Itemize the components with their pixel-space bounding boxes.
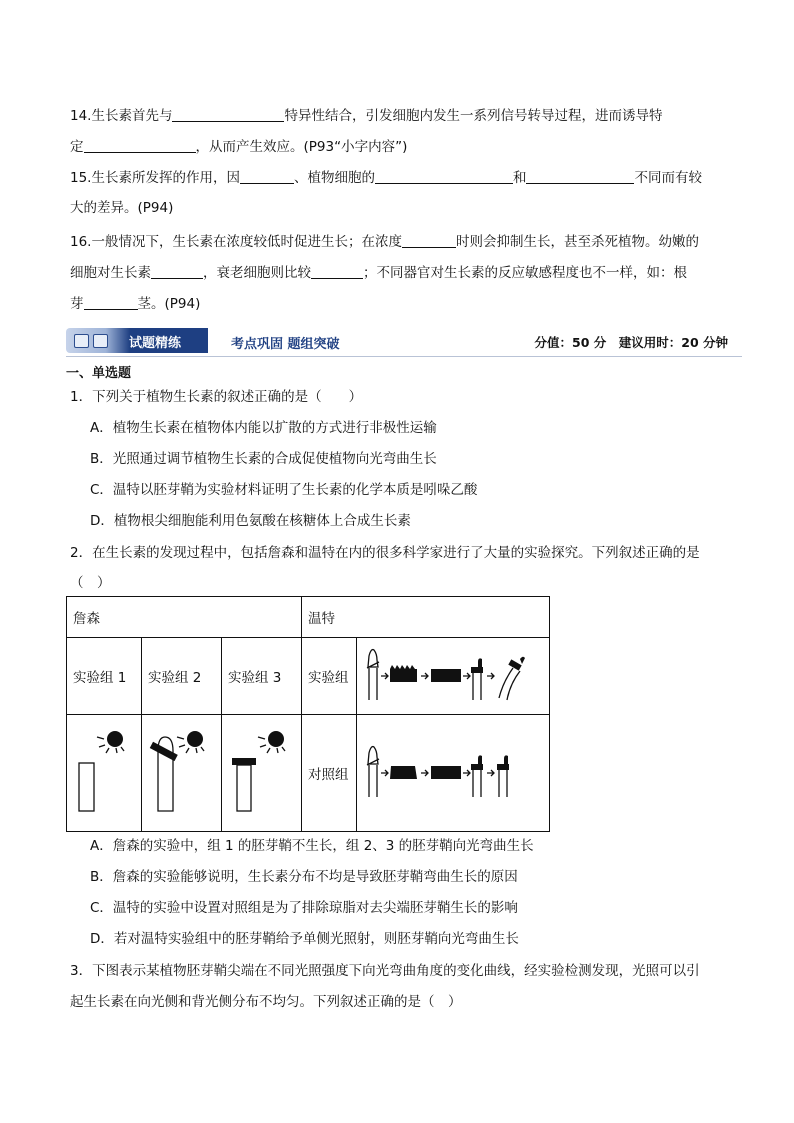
q16-line2: 细胞对生长素 ，衰老细胞则比较 ；不同器官对生长素的反应敏感程度也不一样，如：根 <box>70 265 687 281</box>
jensen-group2-diagram <box>142 715 221 827</box>
divider <box>66 356 742 357</box>
book-icon <box>74 334 89 348</box>
part-title: 一、单选题 <box>66 366 132 381</box>
answer-blank[interactable] <box>172 107 284 122</box>
q2-option-a[interactable]: A．詹森的实验中，组 1 的胚芽鞘不生长，组 2、3 的胚芽鞘向光弯曲生长 <box>90 838 534 854</box>
q14-line2: 定 ，从而产生效应。(P93“小字内容”) <box>70 139 408 155</box>
q2-option-c[interactable]: C．温特的实验中设置对照组是为了排除琼脂对去尖端胚芽鞘生长的影响 <box>90 900 518 916</box>
answer-blank[interactable] <box>402 233 456 248</box>
group3-label: 实验组 3 <box>222 638 302 715</box>
section-badge <box>66 328 208 353</box>
q1-stem: 1．下列关于植物生长素的叙述正确的是（ ） <box>70 389 363 405</box>
group2-label: 实验组 2 <box>142 638 222 715</box>
went-experiment-diagram <box>357 638 547 710</box>
score-time: 分值：50 分 建议用时：20 分钟 <box>534 335 728 350</box>
answer-blank[interactable] <box>526 169 634 184</box>
experiment-table <box>66 596 550 832</box>
answer-blank[interactable] <box>84 138 196 153</box>
jensen-group3-diagram <box>222 715 301 827</box>
q2-stem-line2: （ ） <box>70 575 111 591</box>
answer-blank[interactable] <box>240 169 294 184</box>
group3-diagram <box>222 715 302 832</box>
sun-icon <box>268 731 284 747</box>
q2-stem-line1: 2．在生长素的发现过程中，包括詹森和温特在内的很多科学家进行了大量的实验探究。下列叙述正确的是 <box>70 545 700 561</box>
group1-diagram <box>67 715 142 832</box>
section-subtitle: 考点巩固 题组突破 <box>231 337 340 352</box>
q3-line1: 3．下图表示某植物胚芽鞘尖端在不同光照强度下向光弯曲角度的变化曲线，经实验检测发现，光照可以引 <box>70 963 700 979</box>
q14-line1: 14.生长素首先与 特异性结合，引发细胞内发生一系列信号转导过程，进而诱导特 <box>70 108 663 124</box>
went-exp-diagram <box>357 638 550 715</box>
section-bar <box>66 327 742 357</box>
answer-blank[interactable] <box>151 264 203 279</box>
sun-icon <box>187 731 203 747</box>
q15-line2: 大的差异。(P94) <box>70 200 174 216</box>
q2-option-b[interactable]: B．詹森的实验能够说明，生长素分布不均是导致胚芽鞘弯曲生长的原因 <box>90 869 518 885</box>
q1-option-d[interactable]: D．植物根尖细胞能利用色氨酸在核糖体上合成生长素 <box>90 513 411 529</box>
q16-line3: 芽 茎。(P94) <box>70 296 201 312</box>
jensen-header: 詹森 <box>67 597 302 638</box>
q16-line1: 16.一般情况下，生长素在浓度较低时促进生长；在浓度 时则会抑制生长，甚至杀死植物。幼嫩的 <box>70 234 699 250</box>
answer-blank[interactable] <box>375 169 513 184</box>
q1-option-b[interactable]: B．光照通过调节植物生长素的合成促使植物向光弯曲生长 <box>90 451 437 467</box>
answer-blank[interactable] <box>311 264 363 279</box>
went-ctrl-diagram <box>357 715 550 832</box>
q15-line1: 15.生长素所发挥的作用，因 、植物细胞的 和 不同而有较 <box>70 170 702 186</box>
badge-label: 试题精练 <box>129 336 182 351</box>
group2-diagram <box>142 715 222 832</box>
went-control-diagram <box>357 715 547 827</box>
went-header: 温特 <box>302 597 550 638</box>
q1-option-a[interactable]: A．植物生长素在植物体内能以扩散的方式进行非极性运输 <box>90 420 437 436</box>
jensen-group1-diagram <box>67 715 141 827</box>
group1-label: 实验组 1 <box>67 638 142 715</box>
q2-option-d[interactable]: D．若对温特实验组中的胚芽鞘给予单侧光照射，则胚芽鞘向光弯曲生长 <box>90 931 519 947</box>
went-ctrl-label: 对照组 <box>302 715 357 832</box>
book-icon <box>93 334 108 348</box>
went-exp-label: 实验组 <box>302 638 357 715</box>
answer-blank[interactable] <box>84 295 138 310</box>
sun-icon <box>107 731 123 747</box>
q3-line2: 起生长素在向光侧和背光侧分布不均匀。下列叙述正确的是（ ） <box>70 994 462 1010</box>
q1-option-c[interactable]: C．温特以胚芽鞘为实验材料证明了生长素的化学本质是吲哚乙酸 <box>90 482 478 498</box>
